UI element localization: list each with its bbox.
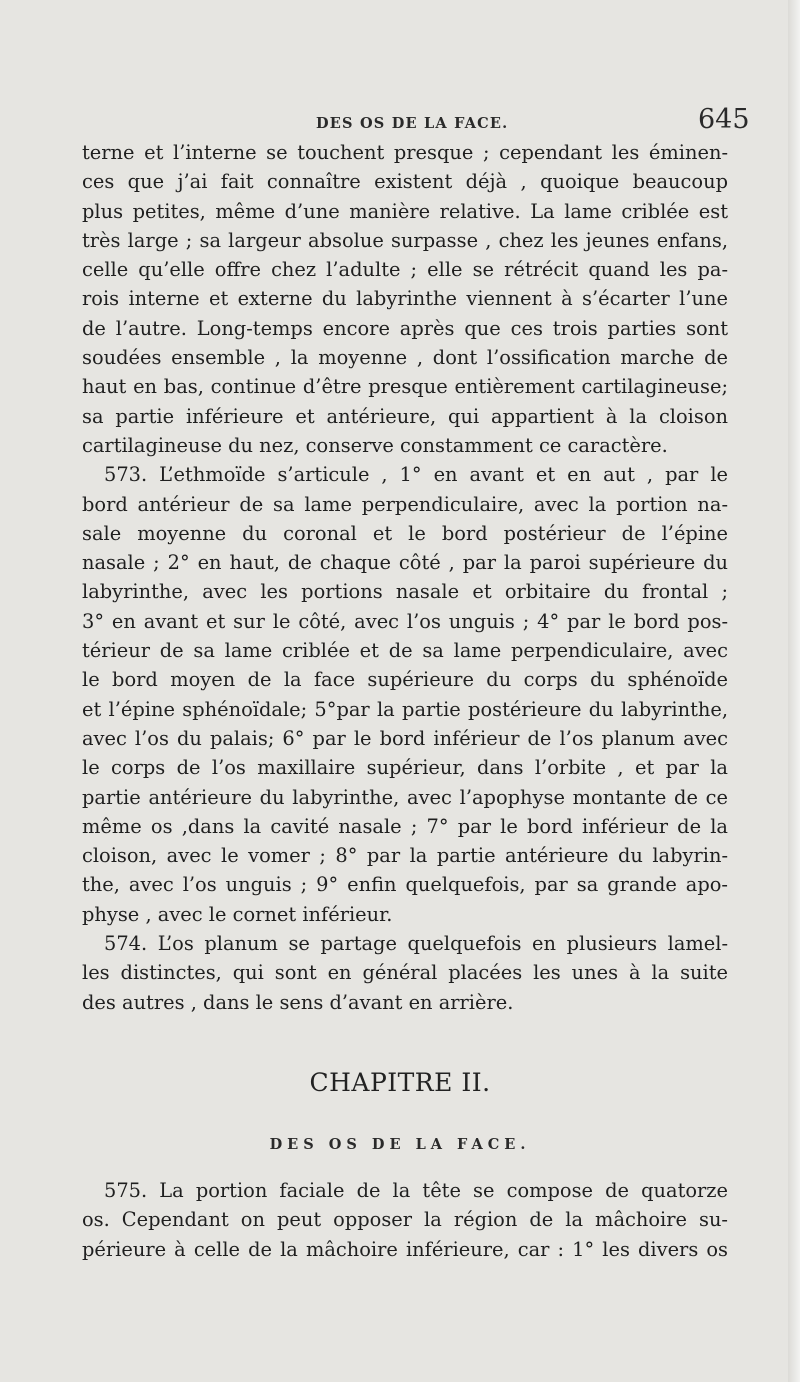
text-line: térieur de sa lame criblée et de sa lame perpendiculaire, avec	[82, 639, 728, 663]
text-line: plus petites, même d’une manière relative. La lame criblée est	[82, 199, 728, 223]
text-line: ces que j’ai fait connaître existent déjà , quoique beaucoup	[82, 170, 728, 194]
text-line: même os ,dans la cavité nasale ; 7° par le bord inférieur de la	[82, 814, 728, 838]
text-line: de l’autre. Long-temps encore après que ces trois parties sont	[82, 316, 728, 340]
text-line: physe , avec le cornet inférieur.	[82, 902, 393, 926]
text-line: cloison, avec le vomer ; 8° par la partie antérieure du labyrin-	[82, 844, 728, 868]
text-line: os. Cependant on peut opposer la région de la mâchoire su-	[82, 1208, 728, 1232]
paragraph-573-start: 573. L’ethmoïde s’articule , 1° en avant et en aut , par le	[104, 463, 728, 487]
text-line: le corps de l’os maxillaire supérieur, dans l’orbite , et par la	[82, 756, 728, 780]
text-line: cartilagineuse du nez, conserve constamment ce caractère.	[82, 433, 668, 457]
text-line: les distinctes, qui sont en général placées les unes à la suite	[82, 961, 728, 985]
chapter-subtitle: DES OS DE LA FACE.	[269, 1136, 531, 1153]
text-line: soudées ensemble , la moyenne , dont l’ossification marche de	[82, 346, 728, 370]
text-line: labyrinthe, avec les portions nasale et orbitaire du frontal ;	[82, 580, 728, 604]
text-line: nasale ; 2° en haut, de chaque côté , par la paroi supérieure du	[82, 551, 728, 575]
running-head	[0, 104, 800, 140]
running-head-title: DES OS DE LA FACE.	[316, 115, 509, 132]
text-line: des autres , dans le sens d’avant en arrière.	[82, 990, 514, 1014]
text-line: the, avec l’os unguis ; 9° enfin quelquefois, par sa grande apo-	[82, 873, 728, 897]
text-line: 3° en avant et sur le côté, avec l’os unguis ; 4° par le bord pos-	[82, 609, 728, 633]
text-line: très large ; sa largeur absolue surpasse , chez les jeunes enfans,	[82, 228, 728, 252]
text-line: celle qu’elle offre chez l’adulte ; elle se rétrécit quand les pa-	[82, 258, 728, 282]
text-line: haut en bas, continue d’être presque entièrement cartilagineuse;	[82, 375, 728, 399]
chapter-body-text	[82, 1176, 728, 1264]
page-number: 645	[698, 104, 750, 135]
text-line: sa partie inférieure et antérieure, qui appartient à la cloison	[82, 404, 728, 428]
text-line: le bord moyen de la face supérieure du corps du sphénoïde	[82, 668, 728, 692]
text-line: et l’épine sphénoïdale; 5°par la partie postérieure du labyrinthe,	[82, 697, 728, 721]
body-text	[82, 138, 728, 1017]
text-line: partie antérieure du labyrinthe, avec l’apophyse montante de ce	[82, 785, 728, 809]
paragraph-574-start: 574. L’os planum se partage quelquefois en plusieurs lamel-	[104, 932, 728, 956]
text-line: terne et l’interne se touchent presque ; cependant les éminen-	[82, 141, 728, 164]
paragraph-575-start: 575. La portion faciale de la tête se compose de quatorze	[104, 1179, 728, 1202]
text-line: sale moyenne du coronal et le bord postérieur de l’épine	[82, 521, 728, 545]
text-line: rois interne et externe du labyrinthe viennent à s’écarter l’une	[82, 287, 728, 311]
text-line: périeure à celle de la mâchoire inférieure, car : 1° les divers os	[82, 1237, 728, 1261]
chapter-title: CHAPITRE II.	[309, 1068, 491, 1097]
text-line: bord antérieur de sa lame perpendiculaire, avec la portion na-	[82, 492, 728, 516]
text-line: avec l’os du palais; 6° par le bord inférieur de l’os planum avec	[82, 726, 728, 750]
